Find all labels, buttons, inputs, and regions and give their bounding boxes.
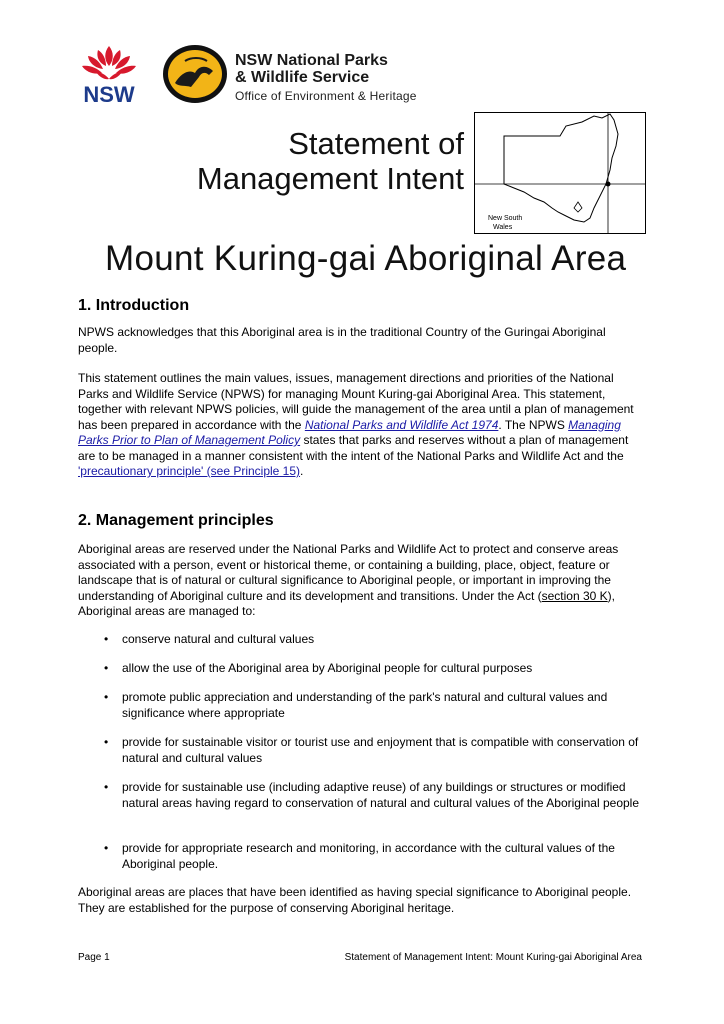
map-label-line2: Wales (493, 224, 513, 231)
bullet-marker: • (104, 735, 109, 749)
footer-document-title: Statement of Management Intent: Mount Kuring-gai Aboriginal Area (344, 952, 642, 963)
principles-paragraph-text-a: Aboriginal areas are reserved under the National Parks and Wildlife Act to protect and conserve areas associated with a person, event or historical theme, or containing a building, place, object, feature or landscape that is of natural or cultural significance to Aboriginal people, or important in improving the understanding of Aboriginal culture and its development and transitions. Under the Act ( (78, 542, 619, 603)
closing-paragraph: Aboriginal areas are places that have been identified as having special significance to Aboriginal people. They are established for the purpose of conserving Aboriginal heritage. (78, 885, 632, 915)
bullet-marker: • (104, 632, 109, 646)
nsw-locator-map (474, 112, 646, 234)
bullet-marker: • (104, 780, 109, 794)
section-heading-introduction: 1. Introduction (78, 297, 190, 314)
bullet-marker: • (104, 841, 109, 855)
principles-paragraph-text-b: ), Aboriginal areas are managed to: (78, 588, 616, 618)
section-heading-management-principles: 2. Management principles (78, 512, 274, 529)
list-item: provide for appropriate research and monitoring, in accordance with the cultural values of the Aboriginal people. (122, 841, 615, 871)
intro-paragraph-2-text-a: This statement outlines the main values, issues, management directions and priorities of the National Parks and Wildlife Service (NPWS) for managing Mount Kuring-gai Aboriginal Area. This statement, together with relevant NPWS policies, will guide the management of the area until a plan of management has been prepared in accordance with the (78, 371, 634, 432)
map-label-line1: New South (488, 215, 523, 222)
intro-paragraph-1: NPWS acknowledges that this Aboriginal area is in the traditional Country of the Guringai Aboriginal people. (78, 325, 606, 355)
link-national-parks-act[interactable]: National Parks and Wildlife Act 1974 (304, 417, 499, 432)
nsw-map-icon (474, 112, 646, 234)
statement-title-line2: Management Intent (196, 161, 464, 196)
statement-title (197, 126, 464, 196)
link-precautionary-principle[interactable]: 'precautionary principle' (see Principle 15) (78, 464, 301, 478)
bullet-marker: • (104, 690, 109, 704)
organisation-office: Office of Environment & Heritage (235, 89, 417, 103)
list-item: allow the use of the Aboriginal area by Aboriginal people for cultural purposes (122, 661, 533, 675)
nsw-logo-text: NSW (83, 82, 135, 106)
npws-emblem-icon (161, 43, 229, 105)
footer-page-number: Page 1 (78, 952, 110, 963)
list-item: promote public appreciation and understanding of the park's natural and cultural values and significance where appropriate (122, 690, 608, 720)
organisation-name-line2: & Wildlife Service (235, 69, 370, 86)
intro-paragraph-2-text-c: states that parks and reserves without a plan of management are to be managed in a manner consistent with the intent of the National Parks and Wildlife Act and the (78, 433, 629, 463)
list-item: provide for sustainable use (including adaptive reuse) of any buildings or structures or modified natural areas having regard to conservation of natural and cultural values of the Aboriginal people (122, 780, 640, 810)
npws-emblem-logo (161, 43, 229, 105)
intro-paragraph-2-text-d: . (300, 464, 304, 478)
link-managing-parks-policy[interactable]: Managing Parks Prior to Plan of Management Policy (78, 417, 621, 447)
intro-paragraph-2-text-b: . The NPWS (498, 417, 569, 432)
bullet-marker: • (104, 661, 109, 675)
waratah-icon (76, 42, 142, 106)
document-title: Mount Kuring-gai Aboriginal Area (105, 239, 627, 278)
list-item: provide for sustainable visitor or tourist use and enjoyment that is compatible with conservation of natural and cultural values (122, 735, 639, 765)
organisation-name-line1: NSW National Parks (235, 52, 388, 69)
organisation-name (235, 52, 388, 86)
statement-title-line1: Statement of (288, 126, 464, 161)
intro-paragraph-2 (78, 371, 646, 480)
nsw-government-logo (76, 42, 142, 106)
link-section-30k[interactable]: section 30 K (541, 588, 608, 603)
list-item: conserve natural and cultural values (122, 632, 315, 646)
principles-paragraph (78, 542, 646, 620)
